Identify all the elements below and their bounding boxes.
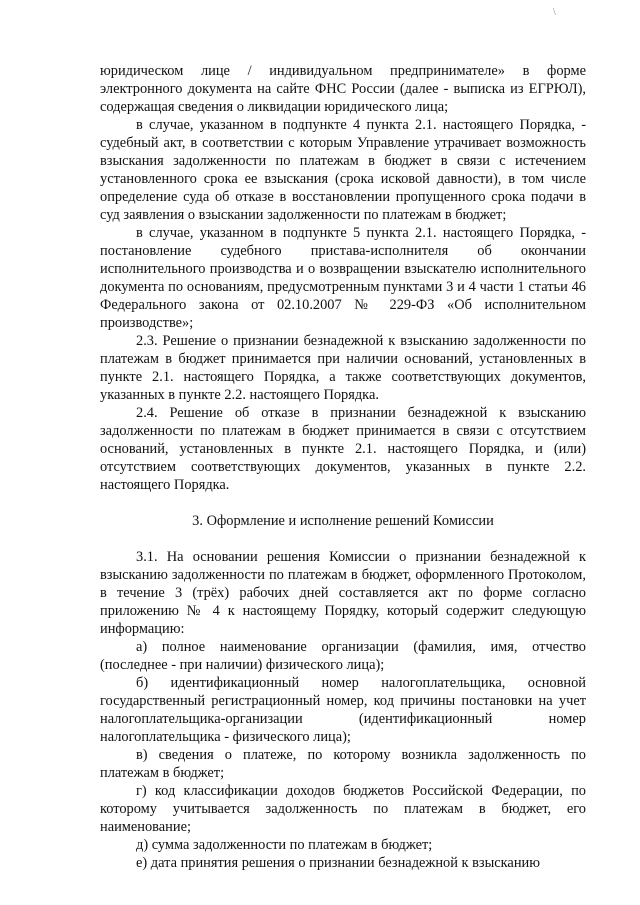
paragraph-egrul-extract: юридическом лице / индивидуальном предпринимателе» в форме электронного документа на сайте ФНС России (далее - выписка из ЕГРЮЛ), содержащая сведения о ликвидации юридического лица;	[100, 63, 586, 115]
list-item-a: а) полное наименование организации (фамилия, имя, отчество (последнее - при наличии) физического лица);	[100, 639, 586, 673]
list-item-d: д) сумма задолженности по платежам в бюджет;	[136, 837, 433, 853]
list-item-b: б) идентификационный номер налогоплательщика, основной государственный регистрационный номер, код причины постановки на учет налогоплательщика-организации (идентификационный номер налогоплательщика - физического лица);	[100, 675, 586, 745]
paragraph-2-3: 2.3. Решение о признании безнадежной к взысканию задолженности по платежам в бюджет принимается при наличии оснований, установленных в пункте 2.1. настоящего Порядка, а также соответствующих документов, указанных в пункте 2.2. настоящего Порядка.	[100, 333, 586, 403]
paragraph-bailiff-resolution: в случае, указанном в подпункте 5 пункта 2.1. настоящего Порядка, - постановление судебного пристава-исполнителя об окончании исполнительного производства и о возвращении взыскателю исполнительного документа по основаниям, предусмотренным пунктами 3 и 4 части 1 статьи 46 Федерального закона от 02.10.2007 № 229-ФЗ «Об исполнительном производстве»;	[100, 225, 586, 331]
list-item-v: в) сведения о платеже, по которому возникла задолженность по платежам в бюджет;	[100, 747, 586, 781]
scan-mark: \	[553, 7, 556, 18]
section-heading: 3. Оформление и исполнение решений Комиссии	[192, 513, 494, 529]
paragraph-2-4: 2.4. Решение об отказе в признании безнадежной к взысканию задолженности по платежам в бюджет принимается в связи с отсутствием оснований, установленных в пункте 2.1. настоящего Порядка, и (или) отсутствием соответствующих документов, указанных в пункте 2.2. настоящего Порядка.	[100, 405, 586, 493]
paragraph-3-1: 3.1. На основании решения Комиссии о признании безнадежной к взысканию задолженности по платежам в бюджет, оформленного Протоколом, в течение 3 (трёх) рабочих дней составляется акт по форме согласно приложению № 4 к настоящему Порядку, который содержит следующую информацию:	[100, 549, 586, 637]
list-item-g: г) код классификации доходов бюджетов Российской Федерации, по которому учитывается задолженность по платежам в бюджет, его наименование;	[100, 783, 586, 835]
paragraph-court-act: в случае, указанном в подпункте 4 пункта 2.1. настоящего Порядка, - судебный акт, в соответствии с которым Управление утрачивает возможность взыскания задолженности по платежам в бюджет в связи с истечением установленного срока ее взыскания (срока исковой давности), в том числе определение суда об отказе в восстановлении пропущенного срока подачи в суд заявления о взыскании задолженности по платежам в бюджет;	[100, 117, 586, 223]
list-item-e: е) дата принятия решения о признании безнадежной к взысканию	[136, 855, 540, 871]
